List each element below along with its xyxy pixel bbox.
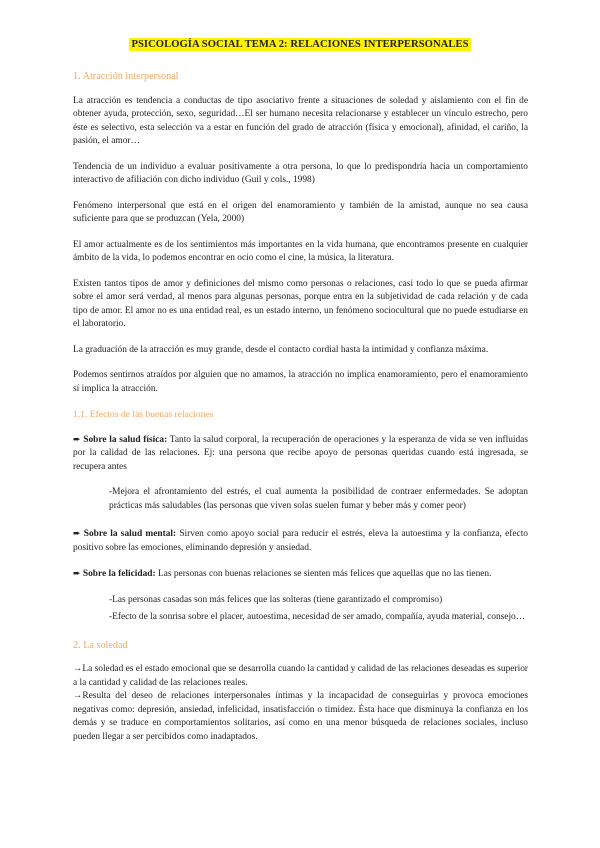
title-block <box>0 34 600 52</box>
bullet-salud-fisica <box>73 433 528 475</box>
soledad-text: Resulta del deseo de relaciones interpersonales íntimas y la incapacidad de conseguirlas y provoca emociones negativas como: depresión, ansiedad, infelicidad, insatisfacción o timidez. Ésta hace que disminuya la confianza en los demás y se traduce en comportamientos solitarios, así como en una menor búsqueda de relaciones sociales, incluso pueden llegar a ser percibidos como inadaptados. <box>73 691 528 742</box>
paragraph: La atracción es tendencia a conductas de tipo asociativo frente a situaciones de soledad y aislamiento con el fin de obtener ayuda, protección, sexo, seguridad…El ser humano necesita relacionarse y establecer un vínculo estrecho, pero éste es selectivo, esta selección va a estar en función del grado de atracción (física y emocional), afinidad, el cariño, la pasión, el amor… <box>73 95 528 146</box>
arrow-bullet-icon: ➨ <box>73 433 81 444</box>
indented-block <box>109 486 528 513</box>
soledad-item <box>73 663 528 690</box>
indented-block <box>109 594 528 625</box>
arrow-bullet-icon: ➨ <box>73 568 81 578</box>
paragraph: Existen tantos tipos de amor y definiciones del mismo como personas o relaciones, casi todo lo que se pueda afirmar sobre el amor será verdad, al menos para algunas personas, porque entra en la subjetividad de cada relación y de cada tipo de amor. El amor no es una entidad real, es un estado interno, un fenómeno sociocultural que no puede estudiarse en el laboratorio. <box>73 278 528 329</box>
subsection-heading-efectos: 1.1. Efectos de las buenas relaciones <box>73 409 214 420</box>
soledad-item <box>73 690 528 744</box>
section-heading-atraccion: 1. Atracción interpersonal <box>73 71 179 82</box>
bullet-text: Las personas con buenas relaciones se sienten más felices que aquellas que no las tienen. <box>155 569 492 579</box>
paragraph: La graduación de la atracción es muy grande, desde el contacto cordial hasta la intimidad y confianza máxima. <box>73 344 489 355</box>
arrow-bullet-icon: ➨ <box>73 528 81 538</box>
indented-paragraph: -Mejora el afrontamiento del estrés, el cual aumenta la posibilidad de contraer enfermedades. Se adoptan prácticas más saludables (las personas que viven solas suelen fumar y beber más y comer peor) <box>109 487 528 511</box>
bullet-text: Tanto la salud corporal, la recuperación de operaciones y la esperanza de vida se ven influidas por la calidad de las relaciones. Ej: una persona que recibe apoyo de personas queridas cuando está ingresada, se recupera antes <box>73 434 528 472</box>
paragraph: Fenómeno interpersonal que está en el origen del enamoramiento y también de la amistad, aunque no sea causa suficiente para que se produzcan (Yela, 2000) <box>73 200 528 224</box>
bullet-salud-mental <box>73 527 528 555</box>
paragraph: Tendencia de un individuo a evaluar positivamente a otra persona, lo que lo predispondría hacia un comportamiento interactivo de afiliación con dicho individuo (Guil y cols., 1998) <box>73 161 528 185</box>
bullet-label: Sobre la felicidad: <box>82 569 156 579</box>
page-title: PSICOLOGÍA SOCIAL TEMA 2: RELACIONES INTERPERSONALES <box>131 39 469 50</box>
section-heading-soledad: 2. La soledad <box>73 639 128 651</box>
paragraph: El amor actualmente es de los sentimientos más importantes en la vida humana, que encontramos presente en cualquier ámbito de la vida, lo podemos encontrar en ocio como el cine, la música, la literatura. <box>73 239 528 263</box>
bullet-felicidad <box>73 567 528 582</box>
bullet-label: Sobre la salud mental: <box>83 529 177 539</box>
paragraph: Podemos sentirnos atraídos por alguien que no amamos, la atracción no implica enamoramiento, pero el enamoramiento sí implica la atracción. <box>73 370 528 394</box>
arrow-right-icon: → <box>73 691 83 701</box>
arrow-right-icon: → <box>73 664 83 674</box>
document-body <box>73 70 528 756</box>
soledad-text: La soledad es el estado emocional que se desarrolla cuando la cantidad y calidad de las relaciones deseadas es superior a la cantidad y calidad de las relaciones reales. <box>73 664 528 688</box>
bullet-text: Sirven como apoyo social para reducir el estrés, eleva la autoestima y la confianza, efecto positivo sobre las emociones, eliminando depresión y ansiedad. <box>73 529 528 553</box>
indented-paragraph: -Las personas casadas son más felices que las solteras (tiene garantizado el compromiso) <box>109 594 443 605</box>
bullet-label: Sobre la salud física: <box>83 434 168 445</box>
indented-paragraph: -Efecto de la sonrisa sobre el placer, autoestima, necesidad de ser amado, compañía, ayuda material, consejo… <box>109 612 526 622</box>
